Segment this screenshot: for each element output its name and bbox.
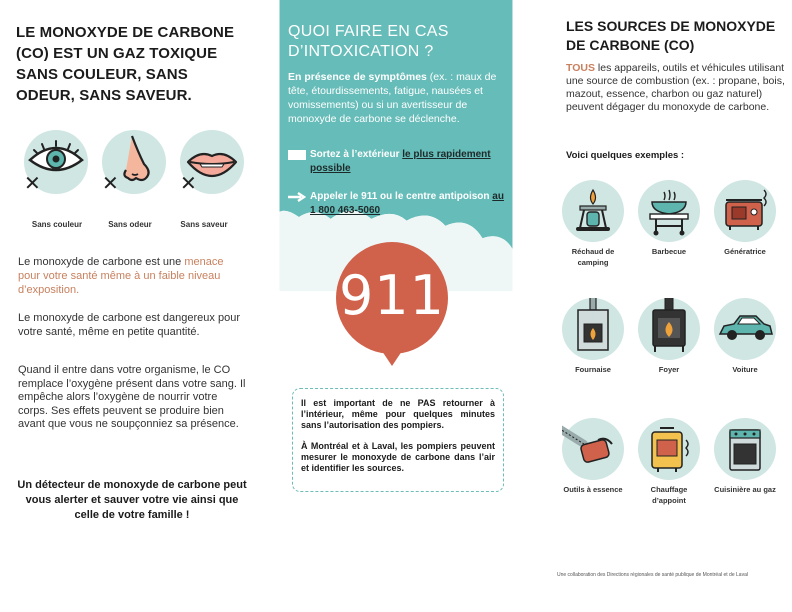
source-camping-stove bbox=[558, 180, 628, 268]
source-label: Réchaud de camping bbox=[571, 247, 615, 267]
barbecue-icon bbox=[638, 180, 700, 242]
sense-color bbox=[24, 130, 88, 194]
sense-label: Sans couleur bbox=[31, 220, 83, 229]
symptoms-intro bbox=[288, 70, 510, 126]
symptoms-rest: (ex. : maux de tête, étourdissements, fatigue, nausées et vomissements) ou si un avertisseur de monoxyde de carbone se déclenche. bbox=[288, 71, 497, 125]
source-label: Voiture bbox=[732, 365, 758, 374]
source-gas-tools bbox=[558, 418, 628, 495]
source-barbecue bbox=[634, 180, 704, 257]
sources-intro-rest: les appareils, outils et véhicules utilisant une source de combustion (ex. : propane, bois, mazout, essence, charbon ou gaz naturel) peuvent dégager du monoxyde de carbone. bbox=[566, 62, 785, 113]
source-label: Chauffage d’appoint bbox=[650, 485, 688, 505]
step1-text: Sortez à l’extérieur bbox=[310, 149, 403, 160]
step-go-outside-text bbox=[310, 148, 512, 176]
firefighters-note bbox=[292, 388, 504, 492]
wood-stove-icon bbox=[638, 298, 700, 360]
source-label: Cuisinière au gaz bbox=[714, 485, 776, 494]
source-furnace bbox=[558, 298, 628, 375]
space-heater-icon bbox=[638, 418, 700, 480]
source-car bbox=[710, 298, 780, 375]
menace-accent: menace pour votre santé même à un faible niveau d’exposition. bbox=[18, 256, 224, 296]
note-firefighters-measure: À Montréal et à Laval, les pompiers peuvent mesurer le monoxyde de carbone dans l’air et identifier les sources. bbox=[301, 441, 495, 473]
step-call-911 bbox=[288, 190, 512, 218]
examples-label: Voici quelques exemples : bbox=[566, 150, 685, 161]
car-icon bbox=[714, 298, 776, 360]
sense-label: Sans odeur bbox=[108, 220, 152, 229]
step2-text: Appeler le 911 ou le centre antipoison bbox=[310, 191, 493, 202]
menace-prefix: Le monoxyde de carbone est une bbox=[18, 256, 185, 268]
detector-cta: Un détecteur de monoxyde de carbone peut vous alerter et sauver votre vie ainsi que celle de votre famille ! bbox=[17, 479, 247, 521]
arrow-right-icon bbox=[288, 192, 310, 218]
senses-row bbox=[24, 130, 244, 194]
source-generator bbox=[710, 180, 780, 257]
nose-icon bbox=[102, 130, 166, 194]
oxygen-paragraph: Quand il entre dans votre organisme, le CO remplace l’oxygène présent dans votre sang. Il empêche alors l’oxygène de nourrir votre corps. Ses effets peuvent se produire bien avant que vous ne soupçonniez sa présence. bbox=[18, 364, 246, 430]
tous-highlight: TOUS bbox=[566, 62, 595, 74]
step1-link[interactable]: le plus rapidement possible bbox=[310, 149, 491, 174]
right-title: LES SOURCES DE MONOXYDE DE CARBONE (CO) bbox=[566, 18, 776, 53]
source-space-heater bbox=[634, 418, 704, 506]
left-title: LE MONOXYDE DE CARBONE (CO) EST UN GAZ TOXIQUE SANS COULEUR, SANS ODEUR, SANS SAVEUR. bbox=[16, 24, 235, 104]
source-label: Fournaise bbox=[575, 365, 611, 374]
cross-icon: ✕ bbox=[102, 173, 119, 195]
source-wood-stove bbox=[634, 298, 704, 375]
note-do-not-return: Il est important de ne PAS retourner à l’intérieur, même pour quelques minutes sans l’autorisation des pompiers. bbox=[301, 398, 495, 430]
source-label: Barbecue bbox=[651, 247, 687, 256]
symptoms-bold: En présence de symptômes bbox=[288, 71, 427, 83]
cross-icon: ✕ bbox=[24, 173, 41, 195]
chainsaw-icon bbox=[562, 418, 624, 480]
door-icon bbox=[288, 150, 310, 176]
eye-icon bbox=[24, 130, 88, 194]
sense-taste bbox=[180, 130, 244, 194]
source-label: Foyer bbox=[658, 365, 680, 374]
menace-paragraph bbox=[18, 255, 248, 297]
sense-smell bbox=[102, 130, 166, 194]
cross-icon: ✕ bbox=[180, 173, 197, 195]
camping-stove-icon bbox=[562, 180, 624, 242]
sense-label: Sans saveur bbox=[180, 220, 228, 229]
right-column bbox=[528, 0, 792, 612]
source-label: Outils à essence bbox=[563, 485, 623, 494]
step-go-outside bbox=[288, 148, 512, 176]
middle-column bbox=[264, 0, 528, 612]
emergency-number: 911 bbox=[338, 264, 446, 327]
gas-range-icon bbox=[714, 418, 776, 480]
emergency-bubble bbox=[332, 240, 452, 368]
lips-icon bbox=[180, 130, 244, 194]
source-gas-range bbox=[710, 418, 780, 495]
generator-icon bbox=[714, 180, 776, 242]
danger-paragraph: Le monoxyde de carbone est dangereux pour votre santé, même en petite quantité. bbox=[18, 312, 240, 338]
middle-title: QUOI FAIRE EN CAS D’INTOXICATION ? bbox=[288, 23, 449, 60]
furnace-icon bbox=[562, 298, 624, 360]
step-call-911-text bbox=[310, 190, 512, 218]
source-label: Génératrice bbox=[724, 247, 766, 256]
footer-credit: Une collaboration des Directions régionales de santé publique de Montréal et de Laval bbox=[557, 572, 748, 578]
sources-intro bbox=[566, 62, 788, 114]
poison-center-phone[interactable]: au 1 800 463-5060 bbox=[310, 191, 504, 216]
